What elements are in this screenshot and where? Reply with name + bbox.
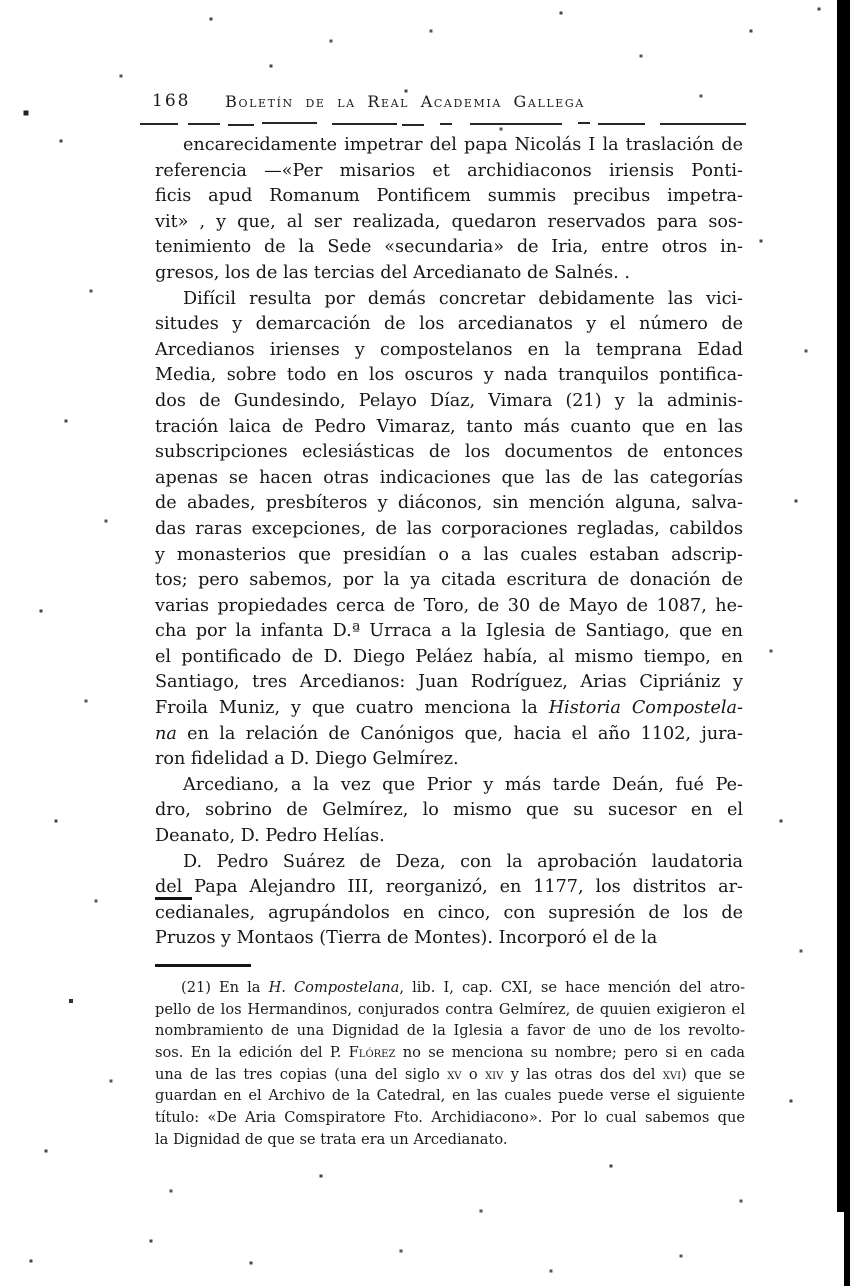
text-line: referencia —«Per misarios et archidiaconos iriensis Ponti- (155, 160, 743, 181)
text-line: nombramiento de una Dignidad de la Iglesia a favor de uno de los revolto- (155, 1022, 745, 1040)
text-line: Arcedianos irienses y compostelanos en la temprana Edad (155, 339, 743, 360)
text-line: dro, sobrino de Gelmírez, lo mismo que su sucesor en el (155, 800, 743, 821)
text-line: D. Pedro Suárez de Deza, con la aprobación laudatoria (183, 851, 743, 872)
text-line: Difícil resulta por demás concretar debidamente las vici- (183, 288, 743, 309)
text-line: encarecidamente impetrar del papa Nicolás I la traslación de (183, 135, 743, 155)
text-line: das raras excepciones, de las corporaciones regladas, cabildos (155, 518, 743, 539)
text-line: Arcediano, a la vez que Prior y más tarde Deán, fué Pe- (183, 774, 743, 795)
text-line: subscripciones eclesiásticas de los documentos de entonces (155, 442, 743, 463)
text-line: de abades, presbíteros y diáconos, sin mención alguna, salva- (155, 493, 743, 514)
page-number: 168 (152, 91, 191, 111)
text-line: cedianales, agrupándolos en cinco, con supresión de los de (155, 902, 743, 923)
footnote-rule (155, 964, 251, 967)
text-line: Deanato, D. Pedro Helías. (155, 826, 385, 847)
text-line: apenas se hacen otras indicaciones que las de las categorías (155, 467, 743, 488)
text-line: varias propiedades cerca de Toro, de 30 de Mayo de 1087, he- (155, 595, 743, 616)
text-line: Pruzos y Montaos (Tierra de Montes). Incorporó el de la (155, 928, 658, 949)
text-line: tos; pero sabemos, por la ya citada escritura de donación de (155, 570, 743, 591)
text-line: sos. En la edición del P. Flórez no se menciona su nombre; pero si en cada (155, 1044, 745, 1062)
text-line: cha por la infanta D.ª Urraca a la Iglesia de Santiago, que en (155, 621, 743, 642)
text-line: Froila Muniz, y que cuatro menciona la Historia Compostela- (155, 698, 743, 719)
journal-header-title: Boletín de la Real Academia Gallega (225, 92, 585, 111)
text-line: na en la relación de Canónigos que, hacia el año 1102, jura- (155, 723, 743, 744)
text-line: gresos, los de las tercias del Arcedianato de Salnés. . (155, 262, 630, 283)
text-line: título: «De Aria Comspiratore Fto. Archidiacono». Por lo cual sabemos que (155, 1109, 745, 1127)
text-line: y monasterios que presidían o a las cuales estaban adscrip- (155, 544, 743, 565)
footnote-text (155, 977, 745, 1151)
text-line: (21) En la H. Compostelana, lib. I, cap. CXI, se hace mención del atro- (181, 979, 745, 996)
text-line: pello de los Hermandinos, conjurados contra Gelmírez, de quuien exigieron el (155, 1000, 745, 1018)
text-line: guardan en el Archivo de la Catedral, en las cuales puede verse el siguiente (155, 1087, 745, 1105)
text-line: la Dignidad de que se trata era un Arcedianato. (155, 1130, 508, 1148)
scan-noise (0, 0, 2, 2)
text-line: ficis apud Romanum Pontificem summis precibus impetra- (155, 186, 743, 207)
text-line: del Papa Alejandro III, reorganizó, en 1177, los distritos ar- (155, 877, 743, 898)
text-line: vit» , y que, al ser realizada, quedaron reservados para sos- (155, 211, 743, 232)
header-rule (140, 121, 746, 127)
stray-mark-underline (155, 897, 192, 900)
text-line: dos de Gundesindo, Pelayo Díaz, Vimara (21) y la adminis- (155, 390, 743, 411)
scan-edge-shadow-bottom (844, 1212, 850, 1286)
text-line: Media, sobre todo en los oscuros y nada tranquilos pontifica- (155, 365, 743, 386)
scan-edge-shadow (837, 0, 850, 1212)
text-line: situdes y demarcación de los arcedianatos y el número de (155, 314, 743, 335)
body-text (155, 133, 743, 952)
text-line: Santiago, tres Arcedianos: Juan Rodríguez, Arias Cipriániz y (155, 672, 743, 693)
text-line: tenimiento de la Sede «secundaria» de Iria, entre otros in- (155, 237, 743, 258)
text-line: ron fidelidad a D. Diego Gelmírez. (155, 749, 459, 770)
text-line: el pontificado de D. Diego Peláez había, al mismo tiempo, en (155, 646, 743, 667)
text-line: tración laica de Pedro Vimaraz, tanto más cuanto que en las (155, 416, 743, 437)
text-line: una de las tres copias (una del siglo xv o xiv y las otras dos del xvi) que se (155, 1065, 745, 1083)
